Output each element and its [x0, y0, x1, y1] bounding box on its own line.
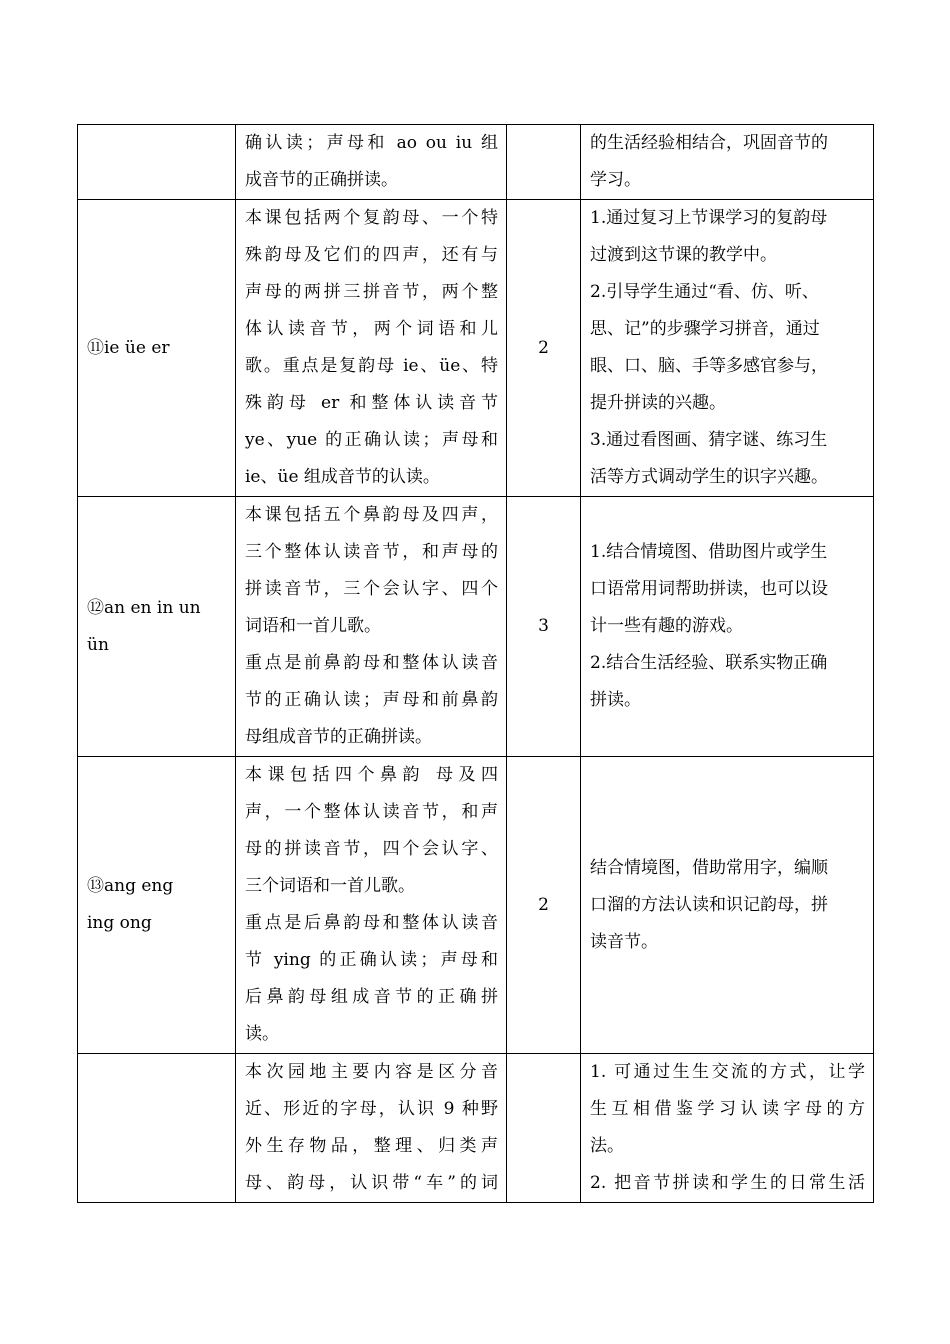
- lesson-title: ing ong: [87, 913, 152, 933]
- suggestion-line: 1. 可通过生生交流的方式，让学: [590, 1062, 865, 1082]
- content-line: 重点是前鼻韵母和整体认读音: [245, 653, 498, 673]
- content-line: 拼读音节，三个会认字、四个: [245, 579, 498, 599]
- hours-cell: [507, 125, 581, 200]
- suggestion-line: 3.通过看图画、猜字谜、练习生: [590, 430, 828, 450]
- suggestion-line: 眼、口、脑、手等多感官参与，: [590, 356, 828, 376]
- suggestion-line: 过渡到这节课的教学中。: [590, 245, 777, 265]
- content-cell: [236, 125, 507, 200]
- lesson-cell: [78, 497, 236, 757]
- suggestion-cell: [581, 200, 874, 497]
- content-line: 声，一个整体认读音节，和声: [245, 802, 498, 822]
- suggestion-cell: [581, 125, 874, 200]
- hours-cell: 2: [507, 757, 581, 1054]
- content-line: 殊韵母 er 和整体认读音节: [245, 393, 498, 413]
- suggestion-line: 口语常用词帮助拼读，也可以设: [590, 579, 828, 599]
- content-line: 本课包括四个鼻韵 母及四: [245, 765, 498, 785]
- content-line: ye、yue 的正确认读；声母和: [245, 430, 498, 450]
- table-row: [78, 757, 874, 1054]
- table-row: [78, 497, 874, 757]
- suggestion-line: 思、记”的步骤学习拼音，通过: [590, 319, 820, 339]
- suggestion-line: 生互相借鉴学习认读字母的方: [590, 1099, 865, 1119]
- suggestion-line: 口溜的方法认读和识记韵母，拼: [590, 894, 828, 915]
- content-cell: [236, 757, 507, 1054]
- suggestion-line: 2. 把音节拼读和学生的日常生活: [590, 1173, 865, 1193]
- content-cell: [236, 1054, 507, 1203]
- suggestion-cell: [581, 497, 874, 757]
- suggestion-cell: [581, 757, 874, 1054]
- table-row: [78, 125, 874, 200]
- suggestion-line: 拼读。: [590, 690, 641, 710]
- content-line: 殊韵母及它们的四声，还有与: [245, 245, 498, 265]
- lesson-cell: [78, 757, 236, 1054]
- content-line: 本课包括两个复韵母、一个特: [245, 208, 498, 228]
- content-line: 体认读音节，两个词语和儿: [245, 319, 498, 339]
- suggestion-line: 活等方式调动学生的识字兴趣。: [590, 467, 828, 487]
- content-line: 母、韵母，认识带“车”的词: [245, 1173, 498, 1193]
- table-row: [78, 200, 874, 497]
- content-line: 词语和一首儿歌。: [245, 616, 381, 636]
- content-line: 后鼻韵母组成音节的正确拼: [245, 987, 498, 1007]
- content-line: ie、üe 组成音节的认读。: [245, 467, 440, 487]
- suggestion-line: 计一些有趣的游戏。: [590, 616, 743, 636]
- content-line: 重点是后鼻韵母和整体认读音: [245, 913, 498, 933]
- content-line: 确认读；声母和 ao ou iu 组: [245, 133, 498, 153]
- content-line: 母组成音节的正确拼读。: [245, 727, 432, 747]
- lesson-title: ⑪ie üe er: [87, 337, 170, 358]
- content-line: 读。: [245, 1024, 279, 1044]
- hours-cell: 2: [507, 200, 581, 497]
- lesson-title: ⑫an en in un: [87, 597, 201, 618]
- suggestion-line: 1.结合情境图、借助图片或学生: [590, 542, 828, 562]
- content-line: 成音节的正确拼读。: [245, 170, 398, 190]
- content-line: 近、形近的字母，认识 9 种野: [245, 1099, 498, 1119]
- suggestion-line: 2.引导学生通过“看、仿、听、: [590, 282, 819, 302]
- content-line: 节的正确认读；声母和前鼻韵: [245, 690, 498, 710]
- content-line: 本次园地主要内容是区分音: [245, 1062, 498, 1082]
- content-line: 声母的两拼三拼音节，两个整: [245, 282, 498, 302]
- content-line: 本课包括五个鼻韵母及四声，: [245, 505, 498, 525]
- content-cell: [236, 497, 507, 757]
- suggestion-line: 法。: [590, 1136, 624, 1156]
- lesson-cell: [78, 1054, 236, 1203]
- content-line: 三个整体认读音节，和声母的: [245, 542, 498, 562]
- content-cell: [236, 200, 507, 497]
- suggestion-cell: [581, 1054, 874, 1203]
- content-line: 母的拼读音节，四个会认字、: [245, 839, 498, 859]
- content-line: 外生存物品，整理、归类声: [245, 1136, 498, 1156]
- suggestion-line: 2.结合生活经验、联系实物正确: [590, 653, 828, 673]
- lesson-title: ün: [87, 634, 109, 655]
- suggestion-line: 学习。: [590, 170, 641, 190]
- suggestion-line: 1.通过复习上节课学习的复韵母: [590, 208, 828, 228]
- content-line: 三个词语和一首儿歌。: [245, 876, 415, 896]
- hours-cell: 3: [507, 497, 581, 757]
- suggestion-line: 的生活经验相结合，巩固音节的: [590, 133, 828, 153]
- hours-cell: [507, 1054, 581, 1203]
- lesson-title: ⑬ang eng: [87, 876, 174, 896]
- table-row: [78, 1054, 874, 1203]
- content-line: 歌。重点是复韵母 ie、üe、特: [245, 356, 498, 376]
- lesson-cell: [78, 200, 236, 497]
- lesson-cell: [78, 125, 236, 200]
- lesson-plan-table: [77, 124, 874, 1203]
- suggestion-line: 提升拼读的兴趣。: [590, 393, 726, 413]
- suggestion-line: 结合情境图，借助常用字，编顺: [590, 857, 828, 878]
- suggestion-line: 读音节。: [590, 931, 658, 952]
- content-line: 节 ying 的正确认读；声母和: [245, 950, 498, 970]
